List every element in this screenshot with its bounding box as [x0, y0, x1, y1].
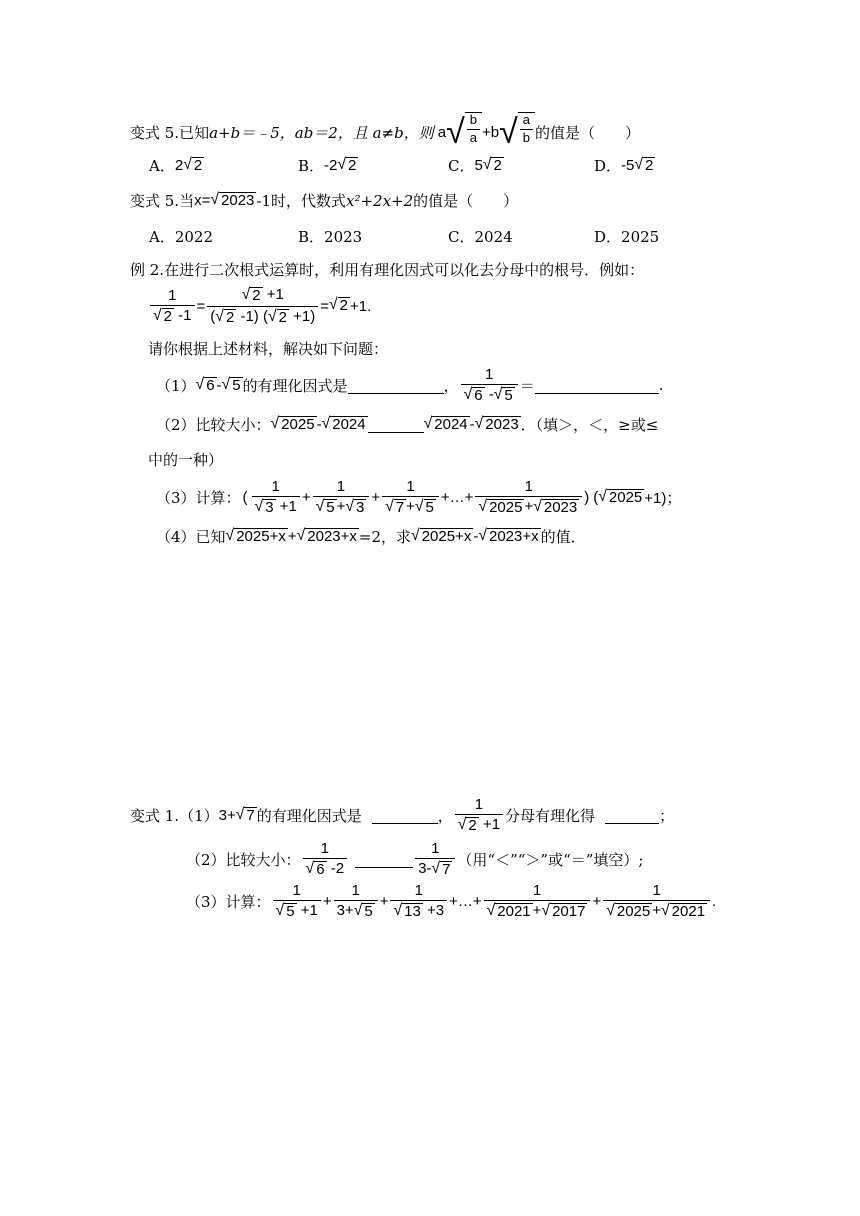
- frac-num: b: [469, 112, 477, 127]
- radical-sign: √: [315, 498, 325, 516]
- numerator: 1: [524, 478, 533, 495]
- radical-sign: √: [414, 498, 424, 516]
- fraction: [303, 840, 348, 879]
- option-b[interactable]: B． 2023: [298, 227, 363, 246]
- fraction: [382, 478, 439, 517]
- denominator: 3- √ 7: [415, 858, 455, 879]
- answer-blank[interactable]: [368, 416, 424, 433]
- radical-sign: √: [183, 155, 192, 173]
- radical-sign: √: [296, 526, 306, 544]
- sqrt: [276, 903, 297, 921]
- fraction: [207, 286, 318, 326]
- answer-blank[interactable]: [372, 807, 438, 824]
- radical-sign: √: [533, 498, 542, 516]
- condition-text: a+b＝﹣5，ab＝2，且 a≠b，则: [209, 123, 434, 142]
- sqrt: [255, 499, 276, 517]
- radical-sign: √: [329, 296, 338, 314]
- option-c[interactable]: C． 2024: [448, 227, 513, 246]
- radicand: 2025: [281, 415, 315, 433]
- radical-sign: √: [195, 375, 205, 393]
- sqrt: [306, 861, 327, 879]
- denominator: 3+ √ 5: [334, 900, 378, 921]
- denominator: √ 2025 + √ 2023: [475, 496, 582, 517]
- denominator: √ 6 - √ 5: [461, 384, 518, 405]
- fraction: [467, 113, 480, 146]
- denominator: √ 5 + √ 3: [313, 496, 370, 517]
- radicand: 2: [468, 817, 477, 835]
- answer-blank[interactable]: [355, 851, 413, 868]
- fraction: [415, 840, 455, 879]
- fraction: [475, 478, 582, 517]
- radicand: 2023: [543, 499, 578, 517]
- radicand: 2: [193, 156, 203, 174]
- radicand: 2025+x: [421, 527, 472, 545]
- denominator: √ 2 +1: [455, 814, 503, 835]
- numerator: 1: [320, 840, 329, 857]
- radicand: 2025: [608, 488, 643, 506]
- fraction: [461, 366, 518, 405]
- sqrt: [487, 903, 533, 921]
- question-prefix: 变式 5.已知: [130, 123, 210, 142]
- sqrt: [215, 309, 236, 327]
- radicand: 2023: [221, 191, 255, 209]
- radicand: 5: [425, 499, 434, 517]
- sqrt: [268, 309, 289, 327]
- sqrt: [661, 903, 707, 921]
- option-a[interactable]: A． 2022: [149, 227, 214, 246]
- part-2-cont: 中的一种）: [148, 451, 224, 469]
- fraction: [390, 882, 447, 921]
- radical-sign: √: [337, 155, 347, 173]
- radicand: 7: [246, 806, 255, 824]
- radical-sign: √: [215, 307, 224, 325]
- radicand: 2: [225, 308, 235, 326]
- variant1-part2: （2）比较大小： 1 √ 6 -2 1 3- √ 7 （用“＜”“＞”或“＝”填空）;: [186, 840, 644, 879]
- radical-sign: √: [254, 498, 264, 516]
- sqrt: [478, 528, 540, 546]
- radical-sign: √: [270, 414, 280, 432]
- radicand: 2021: [671, 903, 706, 921]
- sqrt: [183, 157, 204, 175]
- sqrt: [222, 377, 243, 395]
- sqrt: [458, 817, 479, 835]
- radicand: 7: [442, 861, 451, 879]
- sqrt: [196, 377, 217, 395]
- question-variant5a: [130, 112, 640, 152]
- denominator: √ 13 +3: [390, 900, 447, 921]
- denominator: √ 2021 + √ 2017: [484, 900, 591, 921]
- option-a[interactable]: A． 2 √ 2: [149, 155, 203, 175]
- radical-sign: √: [482, 155, 492, 173]
- denominator: √ 5 +1: [273, 900, 321, 921]
- radical-sign: √: [478, 526, 487, 544]
- sqrt: [322, 416, 368, 434]
- fraction: [313, 478, 370, 517]
- option-b[interactable]: B． -2 √ 2: [298, 155, 357, 175]
- frac-num: a: [522, 112, 530, 127]
- example2-prompt: 请你根据上述材料，解决如下问题：: [148, 340, 389, 358]
- sqrt: [541, 903, 587, 921]
- radical-sign: √: [606, 902, 615, 920]
- radicand: 2021: [497, 903, 531, 921]
- question-variant5b: 变式 5.当 x= √ 2023 -1时，代数式 x²+2x+2 的值是（ ）: [130, 190, 519, 210]
- sqrt: [478, 499, 524, 517]
- radical-sign: √: [353, 902, 363, 920]
- radicand: 2025+x: [236, 527, 286, 545]
- sqrt-a-over-b: [499, 112, 535, 152]
- radicand: 6: [316, 861, 325, 879]
- radicand: 2: [493, 156, 502, 174]
- radicand: 7: [395, 499, 405, 517]
- sqrt: [415, 499, 436, 517]
- denominator: √ 2 -1: [150, 305, 195, 326]
- numerator: 1: [271, 478, 280, 495]
- numerator: 1: [406, 478, 415, 495]
- radical-sign: √: [474, 414, 484, 432]
- question-suffix: 的值是（ ）: [535, 123, 641, 142]
- radical-sign: √: [431, 860, 441, 878]
- radicand: 2025: [616, 903, 651, 921]
- radical-sign: √: [499, 113, 518, 151]
- answer-blank[interactable]: [348, 377, 444, 394]
- numerator: 1: [474, 796, 484, 813]
- sqrt: [354, 903, 375, 921]
- radical-sign: √: [446, 113, 465, 151]
- sqrt: [431, 861, 452, 879]
- sqrt: [606, 903, 652, 921]
- plus-sign: +: [481, 123, 491, 141]
- option-d[interactable]: D． -5 √ 2: [594, 155, 654, 175]
- variant1-part3: （3）计算： 1 √ 5 +1 + 1 3+ √ 5 + 1 √ 13 +3 +…+ 1 √ 2021 + √ 2017 + 1 √ 2025 + √ 2021 .: [186, 882, 717, 921]
- option-d[interactable]: D． 2025: [594, 227, 660, 246]
- radical-sign: √: [457, 816, 467, 834]
- radical-sign: √: [634, 155, 644, 173]
- answer-blank[interactable]: [605, 807, 659, 824]
- example2-intro: 例 2.在进行二次根式运算时，利用有理化因式可以化去分母中的根号．例如：: [130, 261, 645, 279]
- frac-den: b: [520, 129, 533, 146]
- var-a: a: [437, 123, 447, 141]
- sqrt: [153, 308, 174, 326]
- radicand: 2023: [485, 415, 519, 433]
- sqrt: [483, 157, 504, 175]
- radicand: 2017: [552, 903, 586, 921]
- radical-sign: √: [225, 526, 235, 544]
- fraction: [603, 882, 710, 921]
- numerator: 1: [652, 882, 661, 899]
- sqrt-b-over-a: [446, 112, 482, 152]
- denominator: √ 6 -2: [303, 858, 348, 879]
- radical-sign: √: [661, 902, 670, 920]
- radicand: 13: [404, 903, 421, 921]
- fraction: [520, 113, 533, 146]
- radicand: 2023+x: [307, 527, 357, 545]
- radicand: 3: [356, 499, 365, 517]
- numerator: 1: [532, 882, 542, 899]
- numerator: √ 2 +1: [241, 286, 284, 304]
- radical-sign: √: [541, 902, 551, 920]
- radical-sign: √: [267, 307, 277, 325]
- fraction: [273, 882, 321, 921]
- sqrt: [475, 416, 521, 434]
- numerator: 1: [414, 882, 423, 899]
- sqrt: [424, 416, 470, 434]
- fraction: [484, 882, 591, 921]
- sqrt: [533, 499, 579, 517]
- variant1-part1: 变式 1.（1） 3+ √ 7 的有理化因式是 ， 1 √ 2 +1 分母有理化得 ；: [130, 796, 675, 835]
- radical-sign: √: [423, 414, 433, 432]
- fraction: [455, 796, 503, 835]
- radical-sign: √: [393, 902, 403, 920]
- sqrt: [236, 807, 257, 825]
- radicand: 5: [286, 903, 295, 921]
- sqrt: [242, 287, 263, 305]
- radicand: 2: [163, 307, 172, 325]
- answer-blank[interactable]: [535, 377, 659, 394]
- radicand: 2: [339, 297, 349, 315]
- part-4: （4）已知 √ 2025+x + √ 2023+x =2，求 √ 2025+x - √ 2023+x 的值．: [156, 526, 586, 546]
- sqrt: [598, 489, 644, 507]
- radical-sign: √: [235, 805, 245, 823]
- sqrt: [337, 157, 358, 175]
- denominator: ( √ 2 -1) ( √ 2 +1): [207, 306, 318, 327]
- radical-sign: √: [411, 526, 420, 544]
- numerator: 1: [168, 286, 177, 304]
- radicand: 5: [364, 903, 373, 921]
- radical-sign: √: [345, 498, 355, 516]
- fraction: [252, 478, 300, 517]
- sqrt: [316, 499, 337, 517]
- radicand: 2: [348, 156, 357, 174]
- radical-sign: √: [210, 190, 220, 208]
- radical-sign: √: [486, 902, 496, 920]
- radicand: 6: [474, 387, 483, 405]
- radical-sign: √: [385, 498, 394, 516]
- frac-den: a: [467, 129, 480, 146]
- radical-sign: √: [153, 306, 162, 324]
- radicand: 2025: [489, 499, 523, 517]
- radicand: 2023+x: [488, 527, 539, 545]
- fraction: [334, 882, 378, 921]
- sqrt: [385, 499, 406, 517]
- radicand: 2: [645, 156, 654, 174]
- numerator: 1: [336, 478, 346, 495]
- radical-sign: √: [221, 375, 231, 393]
- sqrt: [297, 528, 359, 546]
- radical-sign: √: [493, 386, 503, 404]
- numerator: 1: [292, 882, 301, 899]
- sqrt: [411, 528, 473, 546]
- part-1: （1） √ 6 - √ 5 的有理化因式是 ， 1 √ 6 - √ 5 ＝ .: [156, 366, 664, 405]
- denominator: √ 2025 + √ 2021: [603, 900, 710, 921]
- numerator: 1: [431, 840, 440, 857]
- radicand: 2024: [332, 415, 366, 433]
- radicand: [465, 112, 482, 152]
- example2-formula: 1 √ 2 -1 = √ 2 +1 ( √ 2 -1) ( √ 2 +1) = √ 2 +1.: [148, 286, 371, 326]
- sqrt: [345, 499, 366, 517]
- denominator: √ 7 + √ 5: [382, 496, 439, 517]
- radical-sign: √: [463, 386, 473, 404]
- radical-sign: √: [275, 902, 285, 920]
- var-b: b: [490, 123, 500, 141]
- radicand: 5: [504, 387, 513, 405]
- radicand: 2024: [434, 415, 468, 433]
- radicand: [518, 112, 535, 152]
- option-c[interactable]: C． 5 √ 2: [448, 155, 502, 175]
- radical-sign: √: [241, 286, 251, 303]
- denominator: √ 3 +1: [252, 496, 300, 517]
- sqrt: [226, 528, 288, 546]
- sqrt-2023: [210, 192, 256, 210]
- sqrt: [393, 903, 422, 921]
- part-3: （3）计算： ( 1 √ 3 +1 + 1 √ 5 + √ 3 + 1 √ 7 + √ 5 +…+ 1 √ 2025 + √ 2023 ) ( √ 2025 +1)；: [156, 478, 682, 517]
- sqrt: [329, 297, 350, 315]
- radical-sign: √: [305, 860, 315, 878]
- fraction: [150, 287, 195, 326]
- radicand: 5: [326, 499, 335, 517]
- radicand: 6: [206, 376, 215, 394]
- radical-sign: √: [321, 414, 331, 432]
- numerator: 1: [351, 882, 360, 899]
- radicand: 2: [252, 287, 261, 304]
- part-2: （2）比较大小： √ 2025 - √ 2024 √ 2024 - √ 2023 ．（填＞，＜，≥或≤: [156, 414, 659, 434]
- sqrt: [494, 387, 515, 405]
- sqrt: [634, 157, 655, 175]
- sqrt: [464, 387, 485, 405]
- numerator: 1: [484, 366, 494, 383]
- radicand: 5: [232, 376, 241, 394]
- radical-sign: √: [598, 487, 607, 505]
- radical-sign: √: [478, 498, 488, 516]
- radicand: 2: [278, 308, 287, 326]
- sqrt: [271, 416, 317, 434]
- radicand: 3: [265, 499, 274, 517]
